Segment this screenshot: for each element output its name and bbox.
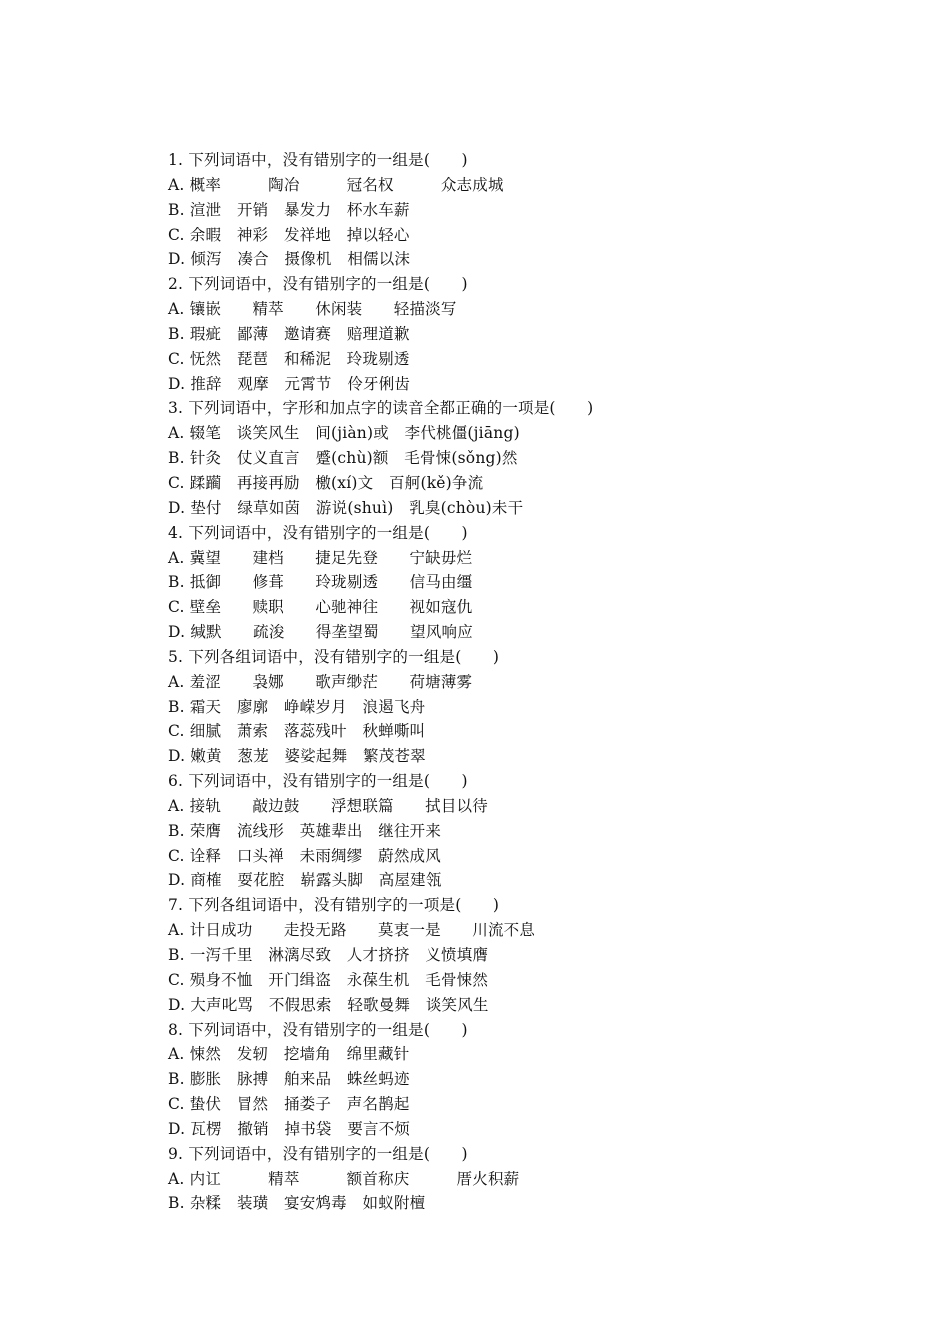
option-3b: B. 针灸 仗义直言 蹙(chù)额 毛骨悚(sǒng)然 xyxy=(168,449,518,468)
option-1d: D. 倾泻 凑合 摄像机 相儒以沫 xyxy=(168,250,411,269)
option-2b: B. 瑕疵 鄙薄 邀请赛 赔理道歉 xyxy=(168,324,410,343)
option-8a: A. 悚然 发轫 挖墙角 绵里藏针 xyxy=(168,1045,410,1064)
option-1b: B. 渲泄 开销 暴发力 杯水车薪 xyxy=(168,200,410,219)
document-page xyxy=(168,148,908,1216)
question-7: 7. 下列各组词语中，没有错别字的一项是( ) xyxy=(168,896,500,915)
option-2d: D. 推辞 观摩 元霄节 伶牙俐齿 xyxy=(168,374,411,393)
option-3a: A. 辍笔 谈笑风生 间(jiàn)或 李代桃僵(jiāng) xyxy=(168,424,520,443)
option-7d: D. 大声叱骂 不假思索 轻歌曼舞 谈笑风生 xyxy=(168,995,489,1014)
option-6b: B. 荣膺 流线形 英雄辈出 继往开来 xyxy=(168,821,442,840)
option-5c: C. 细腻 萧索 落蕊残叶 秋蝉嘶叫 xyxy=(168,722,426,741)
option-8b: B. 膨胀 脉搏 舶来品 蛛丝蚂迹 xyxy=(168,1070,410,1089)
option-8c: C. 蛰伏 冒然 捅娄子 声名鹊起 xyxy=(168,1095,410,1114)
option-1a: A. 概率 陶冶 冠名权 众志成城 xyxy=(168,175,504,194)
option-2a: A. 镶嵌 精萃 休闲装 轻描淡写 xyxy=(168,300,457,319)
option-4c: C. 壁垒 赎职 心驰神往 视如寇仇 xyxy=(168,598,473,617)
question-6: 6. 下列词语中，没有错别字的一组是( ) xyxy=(168,772,468,791)
option-3c: C. 蹂躏 再接再励 檄(xí)文 百舸(kě)争流 xyxy=(168,473,484,492)
question-2: 2. 下列词语中，没有错别字的一组是( ) xyxy=(168,275,468,294)
option-9b: B. 杂糅 装璜 宴安鸩毒 如蚁附檀 xyxy=(168,1194,426,1213)
option-7b: B. 一泻千里 淋漓尽致 人才挤挤 义愤填膺 xyxy=(168,946,489,964)
question-5: 5. 下列各组词语中，没有错别字的一组是( ) xyxy=(168,647,500,666)
option-4d: D. 缄默 疏浚 得垄望蜀 望风响应 xyxy=(168,623,473,642)
option-6c: C. 诠释 口头禅 未雨绸缪 蔚然成风 xyxy=(168,846,441,865)
question-8: 8. 下列词语中，没有错别字的一组是( ) xyxy=(168,1020,468,1039)
question-9: 9. 下列词语中，没有错别字的一组是( ) xyxy=(168,1144,468,1163)
option-6d: D. 商榷 耍花腔 崭露头脚 高屋建瓴 xyxy=(168,871,442,890)
question-3: 3. 下列词语中，字形和加点字的读音全都正确的一项是( ) xyxy=(168,399,594,418)
option-4b: B. 抵御 修葺 玲珑剔透 信马由缰 xyxy=(168,573,473,592)
question-4: 4. 下列词语中，没有错别字的一组是( ) xyxy=(168,523,468,542)
option-3d: D. 垫付 绿草如茵 游说(shuì) 乳臭(chòu)未干 xyxy=(168,498,524,517)
option-7a: A. 计日成功 走投无路 莫衷一是 川流不息 xyxy=(168,921,536,940)
option-5a: A. 羞涩 袅娜 歌声缈茫 荷塘薄雾 xyxy=(168,672,473,691)
question-1: 1. 下列词语中，没有错别字的一组是( ) xyxy=(168,151,468,169)
option-5b: B. 霜天 廖廓 峥嵘岁月 浪遏飞舟 xyxy=(168,697,426,716)
option-5d: D. 嫩黄 葱茏 婆娑起舞 繁茂苍翠 xyxy=(168,747,426,766)
option-8d: D. 瓦楞 撤销 掉书袋 要言不烦 xyxy=(168,1119,411,1138)
option-7c: C. 殒身不恤 开门缉盗 永葆生机 毛骨悚然 xyxy=(168,970,489,989)
option-9a: A. 内讧 精萃 额首称庆 厝火积薪 xyxy=(168,1169,520,1188)
option-2c: C. 怃然 琵琶 和稀泥 玲珑剔透 xyxy=(168,349,410,368)
option-1c: C. 余暇 神彩 发祥地 掉以轻心 xyxy=(168,225,410,244)
option-6a: A. 接轨 敲边鼓 浮想联篇 拭目以待 xyxy=(168,796,488,815)
option-4a: A. 冀望 建档 捷足先登 宁缺毋烂 xyxy=(168,548,473,567)
